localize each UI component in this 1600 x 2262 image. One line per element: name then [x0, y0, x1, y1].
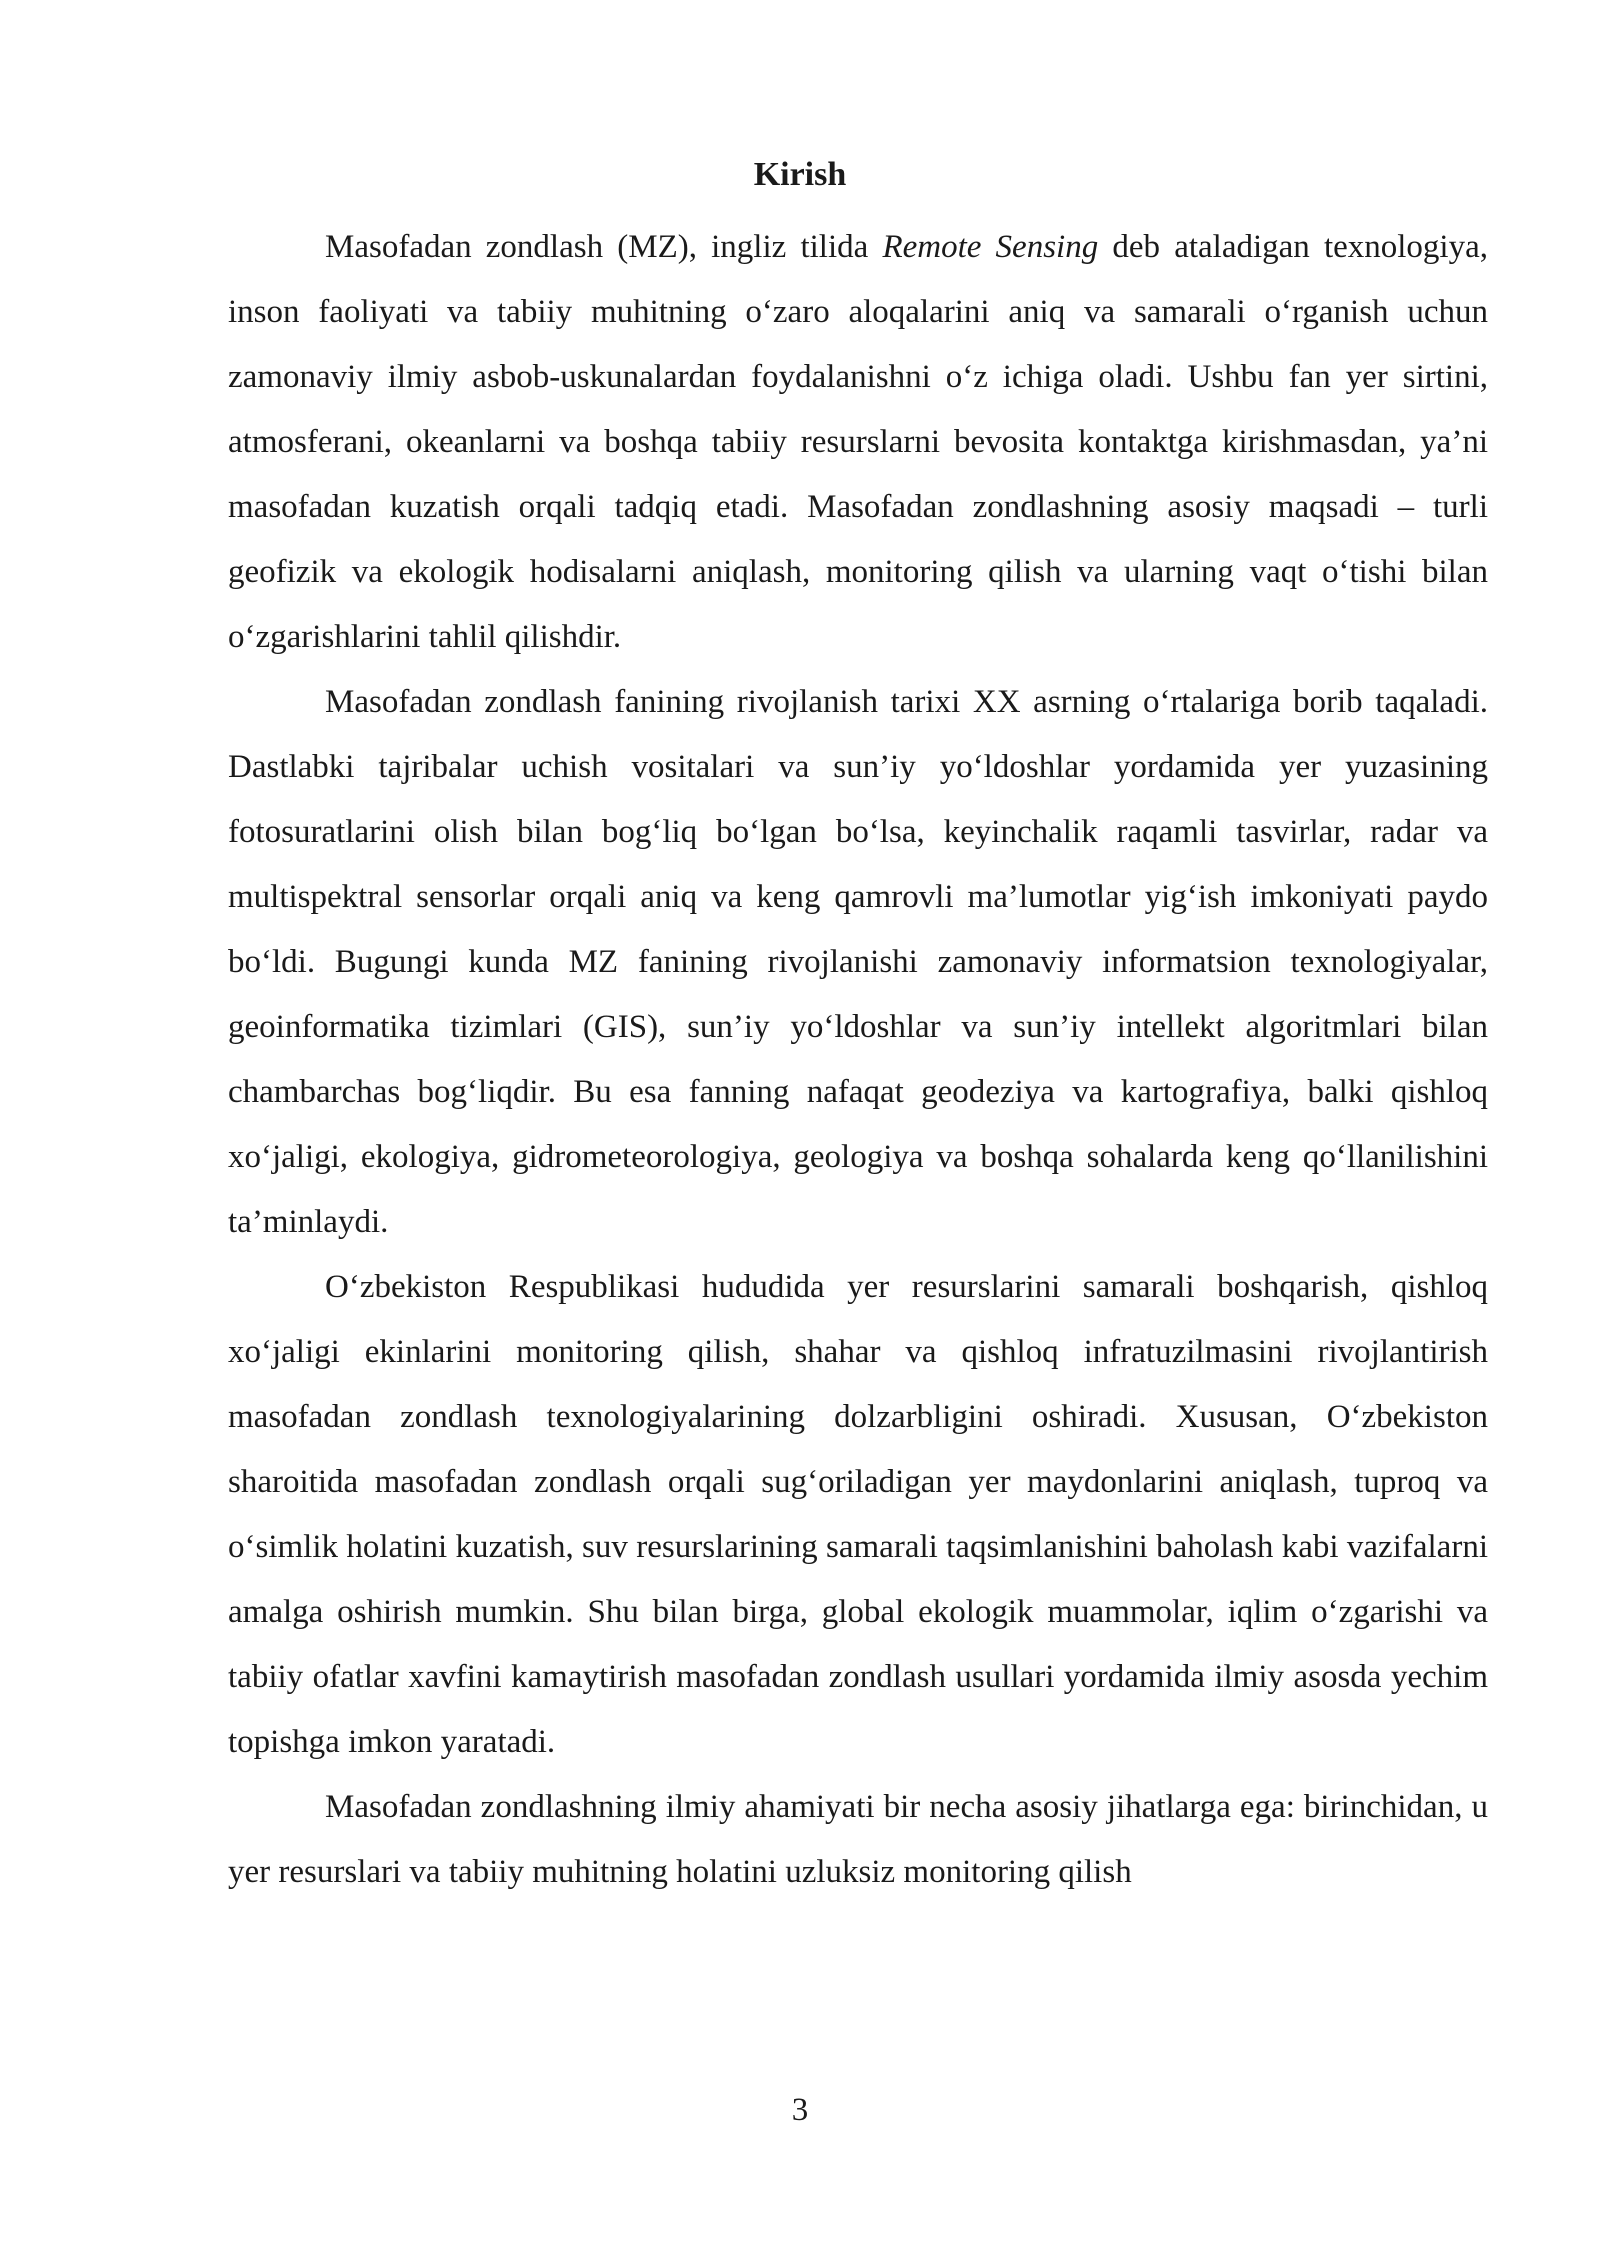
- paragraph-history: Masofadan zondlash fanining rivojlanish tarixi XX asrning o‘rtalariga borib taqaladi. Dastlabki tajribalar uchish vositalari va sun’iy yo‘ldoshlar yordamida yer yuzasining fotosuratlarini olish bilan bog‘liq bo‘lgan bo‘lsa, keyinchalik raqamli tasvirlar, radar va multispektral sensorlar orqali aniq va keng qamrovli ma’lumotlar yig‘ish imkoniyati paydo bo‘ldi. Bugungi kunda MZ fanining rivojlanishi zamonaviy informatsion texnologiyalar, geoinformatika tizimlari (GIS), sun’iy yo‘ldoshlar va sun’iy intellekt algoritmlari bilan chambarchas bog‘liqdir. Bu esa fanning nafaqat geodeziya va kartografiya, balki qishloq xo‘jaligi, ekologiya, gidrometeorologiya, geologiya va boshqa sohalarda keng qo‘llanilishini ta’minlaydi.: [228, 684, 1488, 1240]
- body-text: [228, 215, 1488, 1905]
- paragraph-significance: Masofadan zondlashning ilmiy ahamiyati bir necha asosiy jihatlarga ega: birinchidan, u yer resurslari va tabiiy muhitning holatini uzluksiz monitoring qilish: [228, 1789, 1488, 1890]
- paragraph-text: Masofadan zondlash (MZ), ingliz tilida: [325, 229, 883, 265]
- paragraph-intro: [228, 215, 1488, 670]
- section-heading: Kirish: [753, 156, 847, 193]
- paragraph-uzbekistan: O‘zbekiston Respublikasi hududida yer resurslarini samarali boshqarish, qishloq xo‘jaligi ekinlarini monitoring qilish, shahar va qishloq infratuzilmasini rivojlantirish masofadan zondlash texnologiyalarining dolzarbligini oshiradi. Xususan, O‘zbekiston sharoitida masofadan zondlash orqali sug‘oriladigan yer maydonlarini aniqlash, tuproq va o‘simlik holatini kuzatish, suv resurslarining samarali taqsimlanishini baholash kabi vazifalarni amalga oshirish mumkin. Shu bilan birga, global ekologik muammolar, iqlim o‘zgarishi va tabiiy ofatlar xavfini kamaytirish masofadan zondlash usullari yordamida ilmiy asosda yechim topishga imkon yaratadi.: [228, 1269, 1488, 1760]
- page-number: 3: [791, 2092, 809, 2128]
- italic-term: Remote Sensing: [882, 229, 1099, 265]
- paragraph-text: deb ataladigan texnologiya, inson faoliyati va tabiiy muhitning o‘zaro aloqalarini aniq va samarali o‘rganish uchun zamonaviy ilmiy asbob-uskunalardan foydalanishni o‘z ichiga oladi. Ushbu fan yer sirtini, atmosferani, okeanlarni va boshqa tabiiy resurslarni bevosita kontaktga kirishmasdan, ya’ni masofadan kuzatish orqali tadqiq etadi. Masofadan zondlashning asosiy maqsadi – turli geofizik va ekologik hodisalarni aniqlash, monitoring qilish va ularning vaqt o‘tishi bilan o‘zgarishlarini tahlil qilishdir.: [228, 229, 1488, 655]
